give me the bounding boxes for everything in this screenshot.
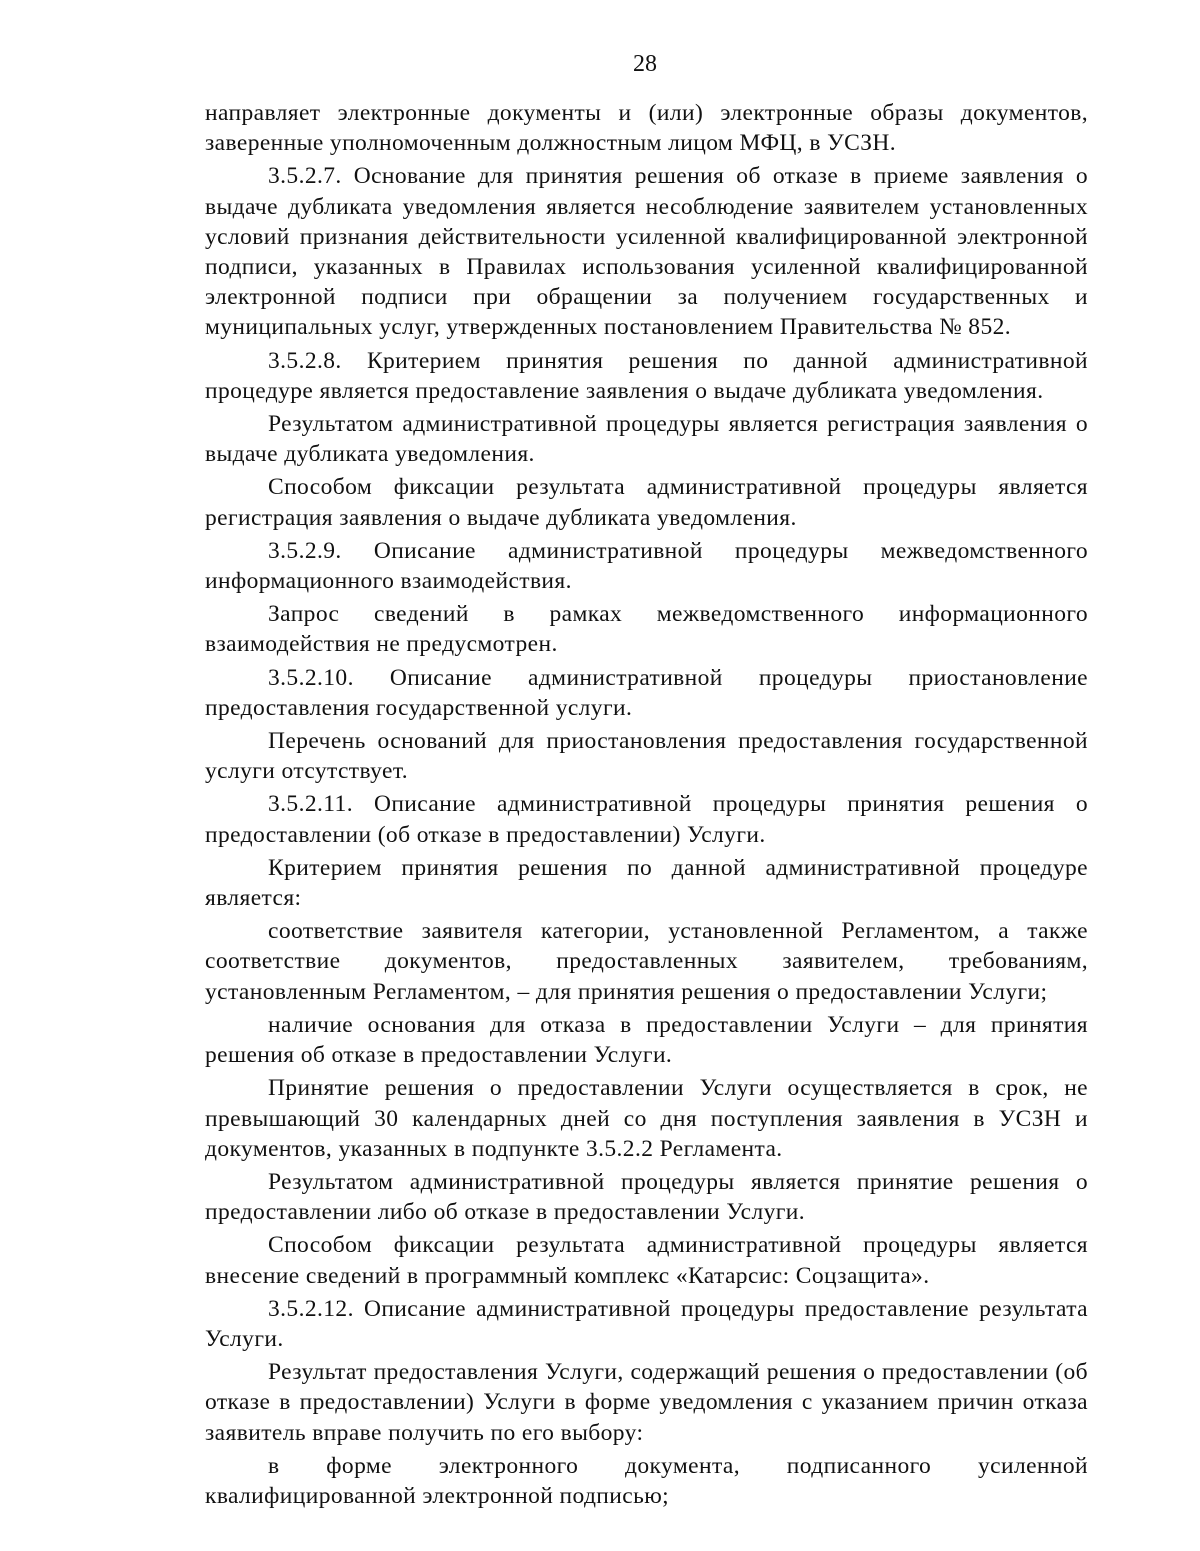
- paragraph: 3.5.2.11. Описание административной процедуры принятия решения о предоставлении (об отказе в предоставлении) Услуги.: [205, 791, 1088, 848]
- paragraph: Результатом административной процедуры является принятие решения о предоставлении либо об отказе в предоставлении Услуги.: [205, 1168, 1088, 1226]
- paragraph: Результат предоставления Услуги, содержащий решения о предоставлении (об отказе в предоставлении) Услуги в форме уведомления с указанием причин отказа заявитель вправе получить по его выбору:: [205, 1359, 1088, 1446]
- paragraph: 3.5.2.9. Описание административной процедуры межведомственного информационного взаимодействия.: [205, 537, 1088, 595]
- page-number: 28: [633, 51, 657, 77]
- paragraph: Принятие решения о предоставлении Услуги осуществляется в срок, не превышающий 30 календарных дней со дня поступления заявления в УСЗН и документов, указанных в подпункте 3.5.2.2 Регламента.: [205, 1075, 1088, 1162]
- paragraph: 3.5.2.12. Описание административной процедуры предоставление результата Услуги.: [205, 1295, 1088, 1352]
- paragraph: Способом фиксации результата административной процедуры является регистрация заявления о выдаче дубликата уведомления.: [205, 474, 1088, 531]
- paragraph: Критерием принятия решения по данной административной процедуре является:: [205, 854, 1088, 912]
- paragraph: Перечень оснований для приостановления предоставления государственной услуги отсутствует.: [205, 728, 1088, 785]
- paragraph: Результатом административной процедуры является регистрация заявления о выдаче дубликата уведомления.: [205, 411, 1088, 468]
- paragraph: 3.5.2.10. Описание административной процедуры приостановление предоставления государственной услуги.: [205, 664, 1088, 721]
- paragraph: Способом фиксации результата административной процедуры является внесение сведений в программный комплекс «Катарсис: Соцзащита».: [205, 1232, 1088, 1289]
- paragraph: в форме электронного документа, подписанного усиленной квалифицированной электронной подписью;: [205, 1452, 1088, 1509]
- document-body: [205, 98, 1088, 1514]
- paragraph: 3.5.2.8. Критерием принятия решения по данной административной процедуре является предоставление заявления о выдаче дубликата уведомления.: [205, 347, 1088, 404]
- paragraph: 3.5.2.7. Основание для принятия решения об отказе в приеме заявления о выдаче дубликата уведомления является несоблюдение заявителем установленных условий признания действительности усиленной квалифицированной электронной подписи, указанных в Правилах использования усиленной квалифицированной электронной подписи при обращении за получением государственных и муниципальных услуг, утвержденных постановлением Правительства № 852.: [205, 163, 1088, 341]
- paragraph: наличие основания для отказа в предоставлении Услуги – для принятия решения об отказе в предоставлении Услуги.: [205, 1011, 1088, 1069]
- paragraph: направляет электронные документы и (или) электронные образы документов, заверенные уполномоченным должностным лицом МФЦ, в УСЗН.: [205, 100, 1088, 157]
- paragraph: Запрос сведений в рамках межведомственного информационного взаимодействия не предусмотрен.: [205, 601, 1088, 658]
- paragraph: соответствие заявителя категории, установленной Регламентом, а также соответствие документов, предоставленных заявителем, требованиям, установленным Регламентом, – для принятия решения о предоставлении Услуги;: [205, 918, 1088, 1005]
